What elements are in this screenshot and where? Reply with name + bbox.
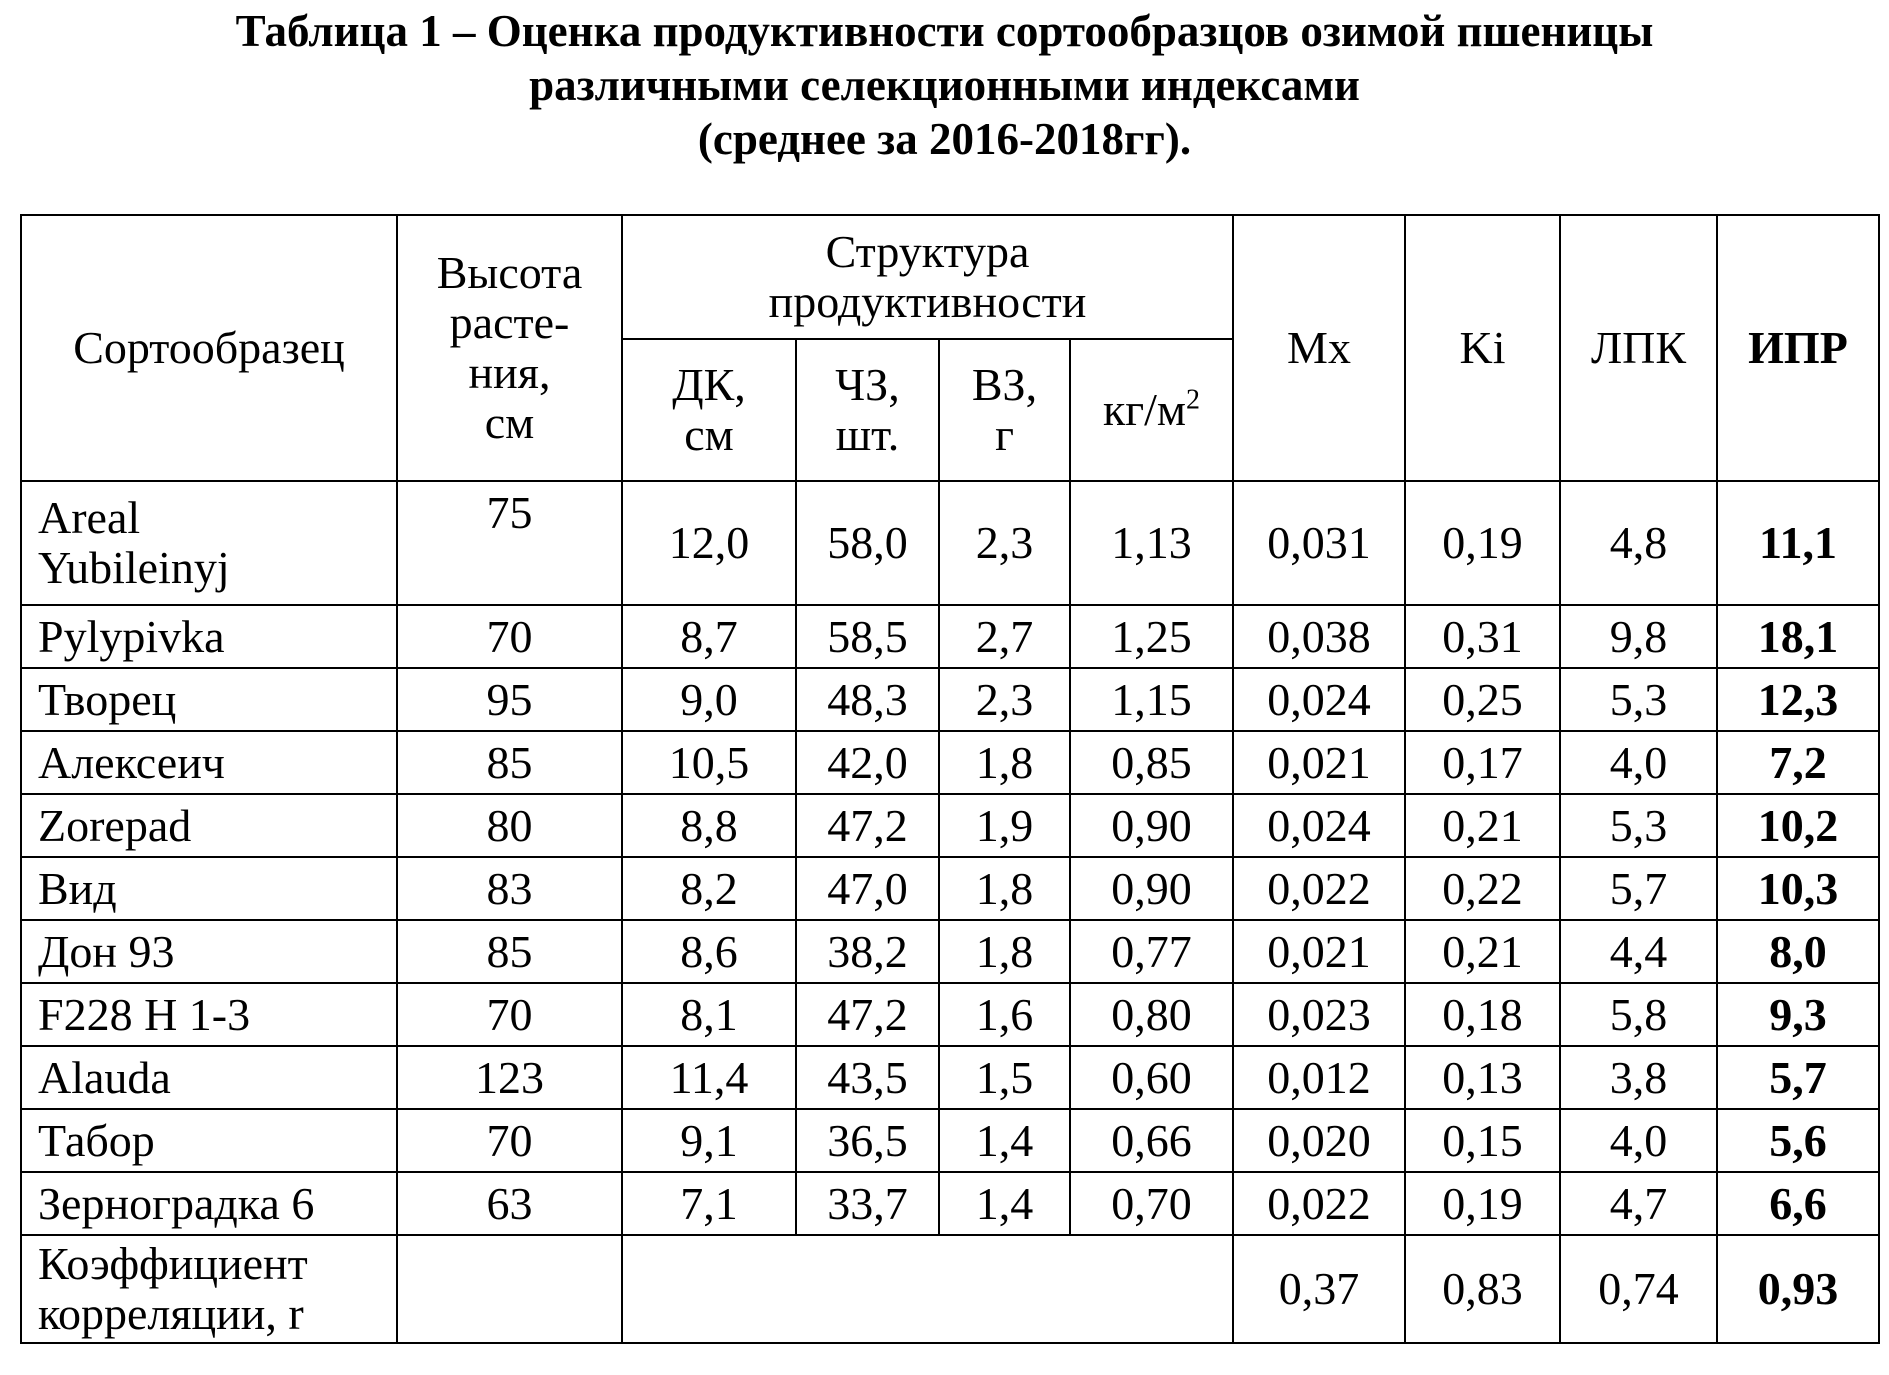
cell-kg: 1,15 [1070,668,1233,731]
cell-kg: 0,77 [1070,920,1233,983]
cell-height: 70 [397,983,622,1046]
correlation-lpk: 0,74 [1560,1235,1717,1343]
cell-ipr: 18,1 [1717,605,1879,668]
cell-kg: 0,70 [1070,1172,1233,1235]
cell-dk: 8,6 [622,920,796,983]
header-kg [1070,339,1233,481]
cell-chz: 42,0 [796,731,939,794]
cell-lpk: 4,7 [1560,1172,1717,1235]
variety-name [21,857,397,920]
cell-ki: 0,15 [1405,1109,1560,1172]
header-dk-line: ДК, [672,359,746,410]
cell-lpk: 5,3 [1560,794,1717,857]
table-row [21,731,1879,794]
variety-name [21,1046,397,1109]
table-row [21,983,1879,1046]
variety-name-line: Pylypivka [38,610,225,662]
table-row [21,1172,1879,1235]
header-ki: Ki [1405,215,1560,481]
header-mx: Мх [1233,215,1405,481]
variety-name [21,668,397,731]
cell-ki: 0,22 [1405,857,1560,920]
cell-lpk: 3,8 [1560,1046,1717,1109]
cell-height: 75 [397,481,622,605]
variety-name-line: Yubileinyj [38,542,230,593]
cell-lpk: 9,8 [1560,605,1717,668]
cell-lpk: 4,0 [1560,1109,1717,1172]
cell-vz: 1,8 [939,731,1070,794]
table-row [21,668,1879,731]
correlation-label-line: корреляции, r [38,1288,304,1339]
correlation-ipr: 0,93 [1717,1235,1879,1343]
header-variety: Сортообразец [21,215,397,481]
cell-chz: 47,0 [796,857,939,920]
table-row [21,920,1879,983]
cell-chz: 47,2 [796,794,939,857]
cell-chz: 36,5 [796,1109,939,1172]
header-vz-line: г [995,409,1014,460]
cell-dk: 8,1 [622,983,796,1046]
cell-dk: 10,5 [622,731,796,794]
cell-height: 70 [397,605,622,668]
header-chz [796,339,939,481]
cell-height: 123 [397,1046,622,1109]
cell-ki: 0,21 [1405,794,1560,857]
header-chz-line: шт. [835,409,900,460]
header-structure-line: продуктивности [768,276,1087,327]
cell-vz: 2,7 [939,605,1070,668]
header-chz-line: ЧЗ, [835,359,900,410]
cell-kg: 0,80 [1070,983,1233,1046]
header-height-line: см [484,397,535,448]
productivity-table [20,214,1880,1344]
cell-kg: 1,13 [1070,481,1233,605]
header-kg-sup: 2 [1186,384,1201,416]
cell-chz: 58,5 [796,605,939,668]
variety-name-line: Табор [38,1114,155,1166]
correlation-empty-height [397,1235,622,1343]
cell-dk: 7,1 [622,1172,796,1235]
table-row [21,481,1879,605]
variety-name [21,794,397,857]
cell-dk: 8,8 [622,794,796,857]
cell-kg: 0,90 [1070,857,1233,920]
header-ipr: ИПР [1717,215,1879,481]
cell-dk: 9,0 [622,668,796,731]
variety-name-line: Зерноградка 6 [38,1177,315,1229]
cell-ipr: 10,2 [1717,794,1879,857]
cell-height: 83 [397,857,622,920]
cell-chz: 38,2 [796,920,939,983]
cell-dk: 9,1 [622,1109,796,1172]
cell-vz: 1,4 [939,1109,1070,1172]
cell-ipr: 6,6 [1717,1172,1879,1235]
table-row [21,794,1879,857]
header-structure [622,215,1233,339]
cell-kg: 0,85 [1070,731,1233,794]
header-dk [622,339,796,481]
title-line-3: (среднее за 2016-2018гг). [697,114,1192,164]
header-height-line: Высота [436,247,583,298]
cell-vz: 1,9 [939,794,1070,857]
cell-mx: 0,012 [1233,1046,1405,1109]
table-row [21,605,1879,668]
cell-lpk: 5,7 [1560,857,1717,920]
cell-kg: 0,90 [1070,794,1233,857]
header-vz [939,339,1070,481]
cell-height: 70 [397,1109,622,1172]
cell-mx: 0,020 [1233,1109,1405,1172]
correlation-label [21,1235,397,1343]
cell-vz: 1,8 [939,857,1070,920]
header-kg-unit: кг/м [1102,384,1187,435]
variety-name-line: Alauda [38,1051,171,1103]
cell-ki: 0,31 [1405,605,1560,668]
cell-ki: 0,19 [1405,1172,1560,1235]
correlation-ki: 0,83 [1405,1235,1560,1343]
correlation-label-line: Коэффициент [38,1238,308,1289]
cell-lpk: 5,3 [1560,668,1717,731]
header-lpk: ЛПК [1560,215,1717,481]
cell-ki: 0,25 [1405,668,1560,731]
cell-ki: 0,13 [1405,1046,1560,1109]
cell-kg: 1,25 [1070,605,1233,668]
cell-kg: 0,66 [1070,1109,1233,1172]
header-height-line: ния, [468,347,551,398]
cell-mx: 0,031 [1233,481,1405,605]
cell-height: 80 [397,794,622,857]
variety-name-line: Дон 93 [38,925,175,977]
cell-mx: 0,022 [1233,1172,1405,1235]
cell-ipr: 7,2 [1717,731,1879,794]
cell-vz: 2,3 [939,481,1070,605]
cell-height: 85 [397,920,622,983]
cell-mx: 0,038 [1233,605,1405,668]
cell-mx: 0,024 [1233,668,1405,731]
cell-dk: 12,0 [622,481,796,605]
variety-name [21,605,397,668]
cell-ipr: 5,6 [1717,1109,1879,1172]
cell-ki: 0,21 [1405,920,1560,983]
table-row [21,1046,1879,1109]
cell-height: 85 [397,731,622,794]
cell-dk: 11,4 [622,1046,796,1109]
variety-name [21,983,397,1046]
header-dk-line: см [684,409,734,460]
cell-vz: 1,6 [939,983,1070,1046]
variety-name-line: Areal [38,492,141,543]
title-line-2: различными селекционными индексами [529,60,1360,110]
cell-mx: 0,021 [1233,731,1405,794]
cell-vz: 2,3 [939,668,1070,731]
cell-mx: 0,024 [1233,794,1405,857]
cell-lpk: 4,4 [1560,920,1717,983]
cell-lpk: 4,8 [1560,481,1717,605]
cell-chz: 43,5 [796,1046,939,1109]
cell-chz: 47,2 [796,983,939,1046]
variety-name-line: Вид [38,862,117,914]
cell-ipr: 12,3 [1717,668,1879,731]
correlation-empty-structure [622,1235,1233,1343]
cell-mx: 0,022 [1233,857,1405,920]
cell-ipr: 9,3 [1717,983,1879,1046]
header-height-line: расте- [449,297,570,348]
cell-chz: 48,3 [796,668,939,731]
cell-lpk: 5,8 [1560,983,1717,1046]
header-vz-line: ВЗ, [971,359,1038,410]
title-line-1: Таблица 1 – Оценка продуктивности сортообразцов озимой пшеницы [235,6,1654,56]
cell-ipr: 11,1 [1717,481,1879,605]
cell-ipr: 8,0 [1717,920,1879,983]
header-structure-line: Структура [825,226,1030,277]
cell-kg: 0,60 [1070,1046,1233,1109]
table-title [0,4,1889,166]
table-row [21,1109,1879,1172]
header-height [397,215,622,481]
cell-vz: 1,8 [939,920,1070,983]
cell-mx: 0,021 [1233,920,1405,983]
variety-name [21,481,397,605]
variety-name-line: Алексеич [38,736,225,788]
cell-chz: 58,0 [796,481,939,605]
cell-dk: 8,7 [622,605,796,668]
cell-ki: 0,18 [1405,983,1560,1046]
variety-name-line: Zorepad [38,799,192,851]
cell-height: 95 [397,668,622,731]
table-row [21,857,1879,920]
cell-vz: 1,5 [939,1046,1070,1109]
cell-ipr: 5,7 [1717,1046,1879,1109]
variety-name-line: F228 H 1-3 [38,988,251,1040]
cell-ki: 0,19 [1405,481,1560,605]
cell-ki: 0,17 [1405,731,1560,794]
cell-ipr: 10,3 [1717,857,1879,920]
cell-mx: 0,023 [1233,983,1405,1046]
variety-name [21,1109,397,1172]
cell-chz: 33,7 [796,1172,939,1235]
variety-name [21,920,397,983]
variety-name-line: Творец [38,673,177,725]
cell-height: 63 [397,1172,622,1235]
cell-dk: 8,2 [622,857,796,920]
cell-vz: 1,4 [939,1172,1070,1235]
correlation-row [21,1235,1879,1343]
variety-name [21,731,397,794]
correlation-mx: 0,37 [1233,1235,1405,1343]
cell-lpk: 4,0 [1560,731,1717,794]
variety-name [21,1172,397,1235]
